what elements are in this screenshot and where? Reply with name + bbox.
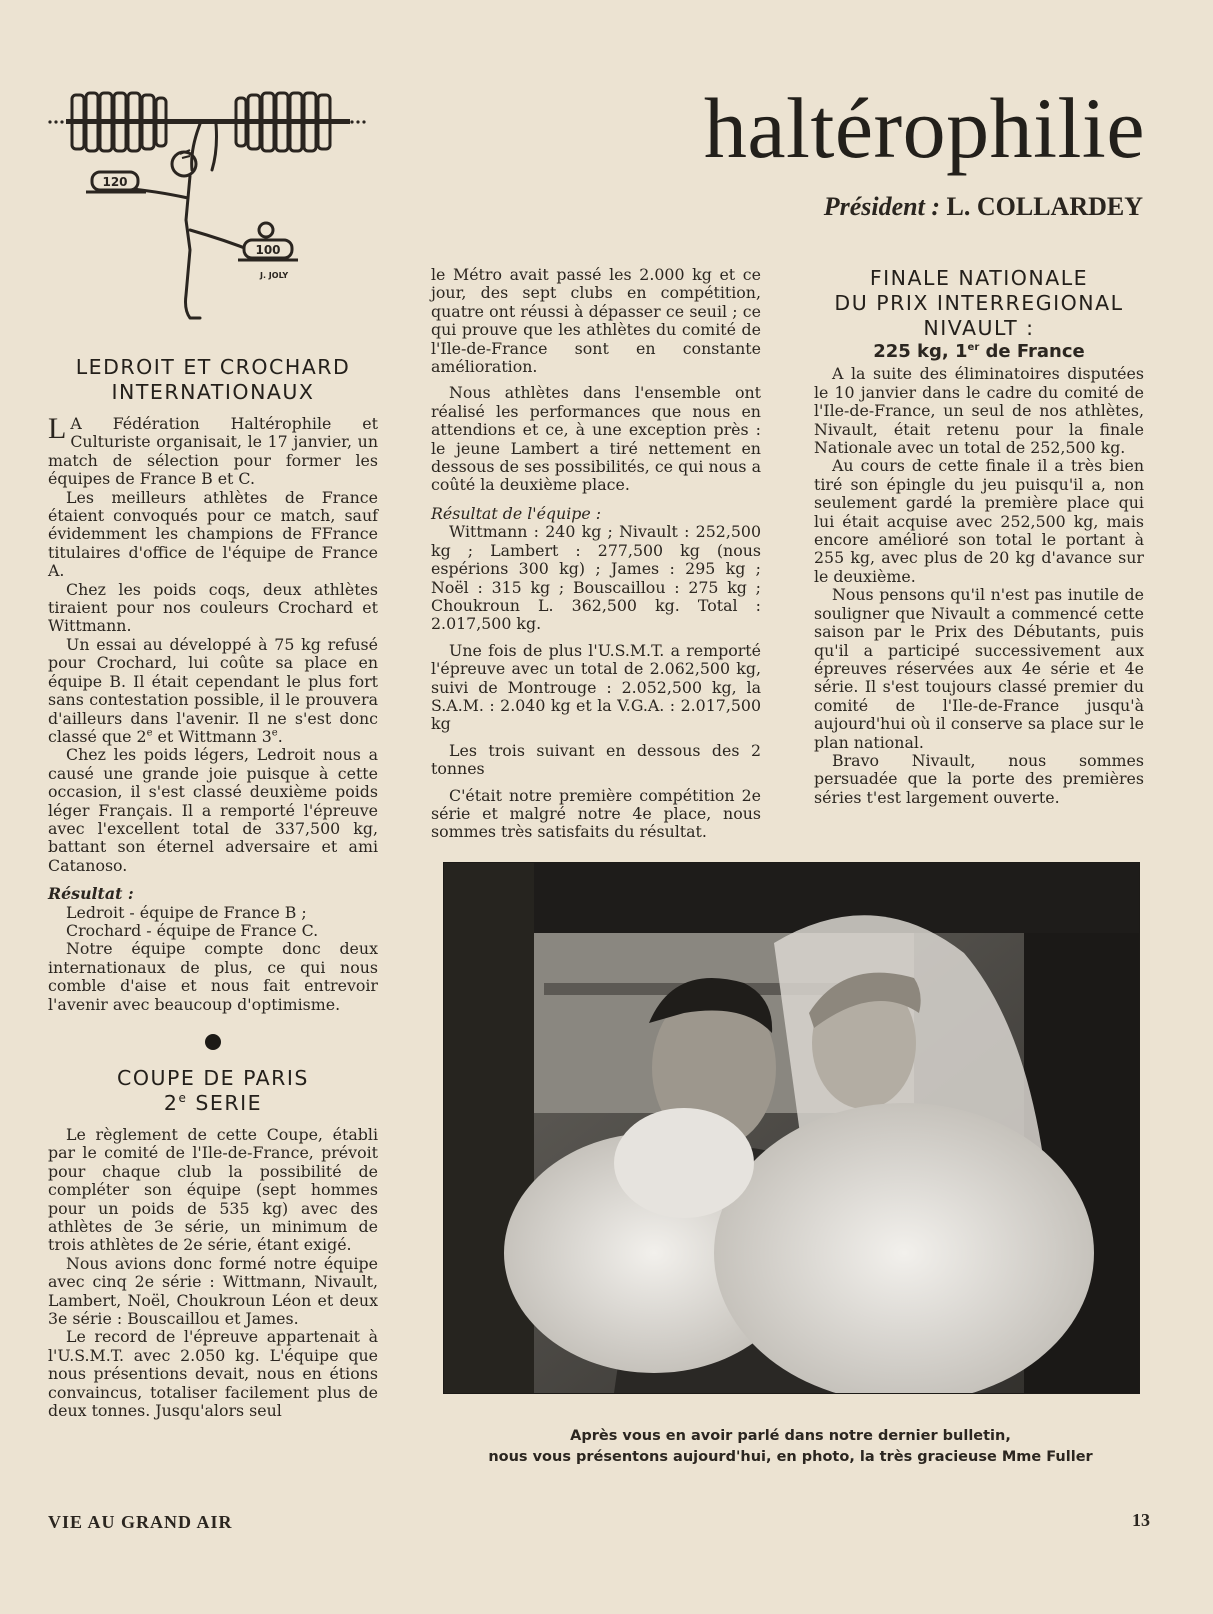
result-label: Résultat :: [48, 884, 134, 904]
heading-line: DU PRIX INTERREGIONAL: [834, 291, 1124, 315]
superscript: er: [967, 342, 980, 353]
result-line: Crochard - équipe de France C.: [66, 920, 319, 940]
paragraph: C'était notre première compétition 2e série et malgré notre 4e place, nous sommes très satisfaits du résultat.: [431, 785, 761, 842]
paragraph-text: A Fédération Haltérophile et Culturiste organisait, le 17 janvier, un match de sélection pour former les équipes de France B et C.: [48, 414, 378, 489]
heading-line: NIVAULT :: [923, 316, 1035, 340]
paragraph: Nous avions donc formé notre équipe avec cinq 2e série : Wittmann, Nivault, Lambert, Noël, Choukroun Léon et deux 3e série : Bouscaillou et James.: [48, 1253, 378, 1329]
heading-line: FINALE NATIONALE: [869, 266, 1089, 290]
section-bullet: [205, 1034, 221, 1050]
paragraph: Le record de l'épreuve appartenait à l'U.S.M.T. avec 2.050 kg. L'équipe que nous présentions devait, nous en étions convaincus, totaliser facilement plus de deux tonnes. Jusqu'alors seul: [48, 1327, 378, 1421]
paragraph: Les meilleurs athlètes de France étaient convoqués pour ce match, sauf évidemment les champions de FFrance titulaires d'office de l'équipe de France A.: [48, 487, 378, 581]
superscript: e: [146, 727, 153, 739]
heading-line: LEDROIT ET CROCHARD: [75, 355, 351, 379]
paragraph: [48, 636, 378, 746]
page-number: 13: [1132, 1510, 1150, 1530]
caption-line: nous vous présentons aujourd'hui, en photo, la très gracieuse Mme Fuller: [488, 1449, 1093, 1465]
paragraph: Une fois de plus l'U.S.M.T. a remporté l'épreuve avec un total de 2.062,500 kg, suivi de Montrouge : 2.052,500 kg, la S.A.M. : 2.040 kg et la V.G.A. : 2.017,500 kg: [431, 640, 761, 734]
result-label: Résultat de l'équipe :: [431, 503, 602, 523]
dropcap: L: [48, 412, 67, 445]
article-column-2: [431, 266, 761, 842]
article-subheading: [814, 343, 1144, 361]
heading-line: [48, 1091, 378, 1116]
president-label: Président :: [823, 192, 941, 221]
article-column-3: [814, 266, 1144, 807]
article-heading-finale: [814, 266, 1144, 341]
article-heading-coupe: [48, 1066, 378, 1116]
magazine-name: VIE AU GRAND AIR: [48, 1512, 233, 1532]
paragraph: Chez les poids légers, Ledroit nous a causé une grande joie puisque à cette occasion, il s'est classé deuxième poids léger Français. Il a remporté l'épreuve avec l'excellent total de 337,500 kg, battant son éternel adversaire et ami Catanoso.: [48, 745, 378, 875]
paragraph: A la suite des éliminatoires disputées le 10 janvier dans le cadre du comité de l'Ile-de-France, un seul de nos athlètes, Nivault, était retenu pour la finale Nationale avec un total de 252,500 kg.: [814, 364, 1144, 458]
caption-line: Après vous en avoir parlé dans notre dernier bulletin,: [570, 1428, 1011, 1444]
subhead-text: 225 kg, 1: [873, 341, 968, 362]
paragraph: Les trois suivant en dessous des 2 tonnes: [431, 740, 761, 779]
subhead-text: de France: [979, 341, 1085, 362]
superscript: e: [271, 727, 278, 739]
heading-text: SERIE: [187, 1091, 263, 1115]
logo-weight-left: 120: [102, 175, 128, 189]
paragraph: Au cours de cette finale il a très bien tiré son épingle du jeu puisqu'il a, non seulement gardé la première place qui lui était acquise avec 252,500 kg, mais encore amélioré son total le portant à 255 kg, avec plus de 20 kg d'avance sur le deuxième.: [814, 456, 1144, 586]
paragraph-text: Un essai au développé à 75 kg refusé pour Crochard, lui coûte sa place en équipe B. Il était cependant le plus fort sans contestation possible, il le prouvera d'ailleurs dans l'avenir. Il ne s'est donc classé que 2: [48, 634, 378, 746]
paragraph-text: .: [277, 726, 283, 746]
paragraph: le Métro avait passé les 2.000 kg et ce jour, des sept clubs en compétition, quatre ont réussi à dépasser ce seuil ; ce qui prouve que les athlètes du comité de l'Ile-de-France sont en constante amélioration.: [431, 265, 761, 377]
president-line: [640, 192, 1143, 222]
logo-signature: J. JOLY: [260, 271, 289, 280]
article-column-1: [48, 355, 378, 1421]
heading-line: INTERNATIONAUX: [111, 380, 315, 404]
paragraph: Le règlement de cette Coupe, établi par le comité de l'Ile-de-France, prévoit pour chaque club la possibilité de compléter son équipe (sept hommes pour un poids de 535 kg) avec des athlètes de 3e série, un minimum de trois athlètes de 2e série, étant exigé.: [48, 1125, 378, 1255]
paragraph: Nous athlètes dans l'ensemble ont réalisé les performances que nous en attendions et ce, à une exception près : le jeune Lambert a tiré nettement en dessous de ses possibilités, ce qui nous a coûté la deuxième place.: [431, 383, 761, 495]
paragraph: Chez les poids coqs, deux athlètes tiraient pour nos couleurs Crochard et Wittmann.: [48, 579, 378, 636]
paragraph: Notre équipe compte donc deux internationaux de plus, ce qui nous comble d'aise et nous fait entrevoir l'avenir avec beaucoup d'optimisme.: [48, 939, 378, 1014]
result-line: Ledroit - équipe de France B ;: [66, 902, 307, 922]
paragraph: Bravo Nivault, nous sommes persuadée que la porte des premières séries t'est largement ouverte.: [814, 750, 1144, 807]
superscript: e: [178, 1091, 188, 1106]
president-name: L. COLLARDEY: [946, 192, 1143, 221]
heading-text: 2: [163, 1091, 179, 1115]
article-heading-ledroit: [48, 355, 378, 405]
photo-illustration: [444, 863, 1139, 1393]
paragraph-text: et Wittmann 3: [152, 726, 272, 746]
page-title: haltérophilie: [703, 80, 1145, 176]
paragraph: Wittmann : 240 kg ; Nivault : 252,500 kg ; Lambert : 277,500 kg (nous espérions 300 kg) ; James : 295 kg ; Noël : 315 kg ; Bouscaillou : 275 kg ; Choukroun L. 362,500 kg. Total : 2.017,500 kg.: [431, 522, 761, 634]
weightlifter-logo: [40, 90, 380, 340]
paragraph: Nous pensons qu'il n'est pas inutile de souligner que Nivault a commencé cette saison par le Prix des Débutants, puis qu'il a participé successivement aux épreuves réservées aux 4e série et 4e série. Il s'est toujours classé premier du comité de l'Ile-de-France jusqu'à aujourd'hui où il conserve sa place sur le plan national.: [814, 585, 1144, 752]
heading-line: COUPE DE PARIS: [117, 1066, 309, 1090]
wedding-photo: [443, 862, 1140, 1394]
logo-weight-right: 100: [255, 243, 281, 257]
paragraph: [48, 412, 378, 489]
photo-caption: [443, 1426, 1138, 1468]
